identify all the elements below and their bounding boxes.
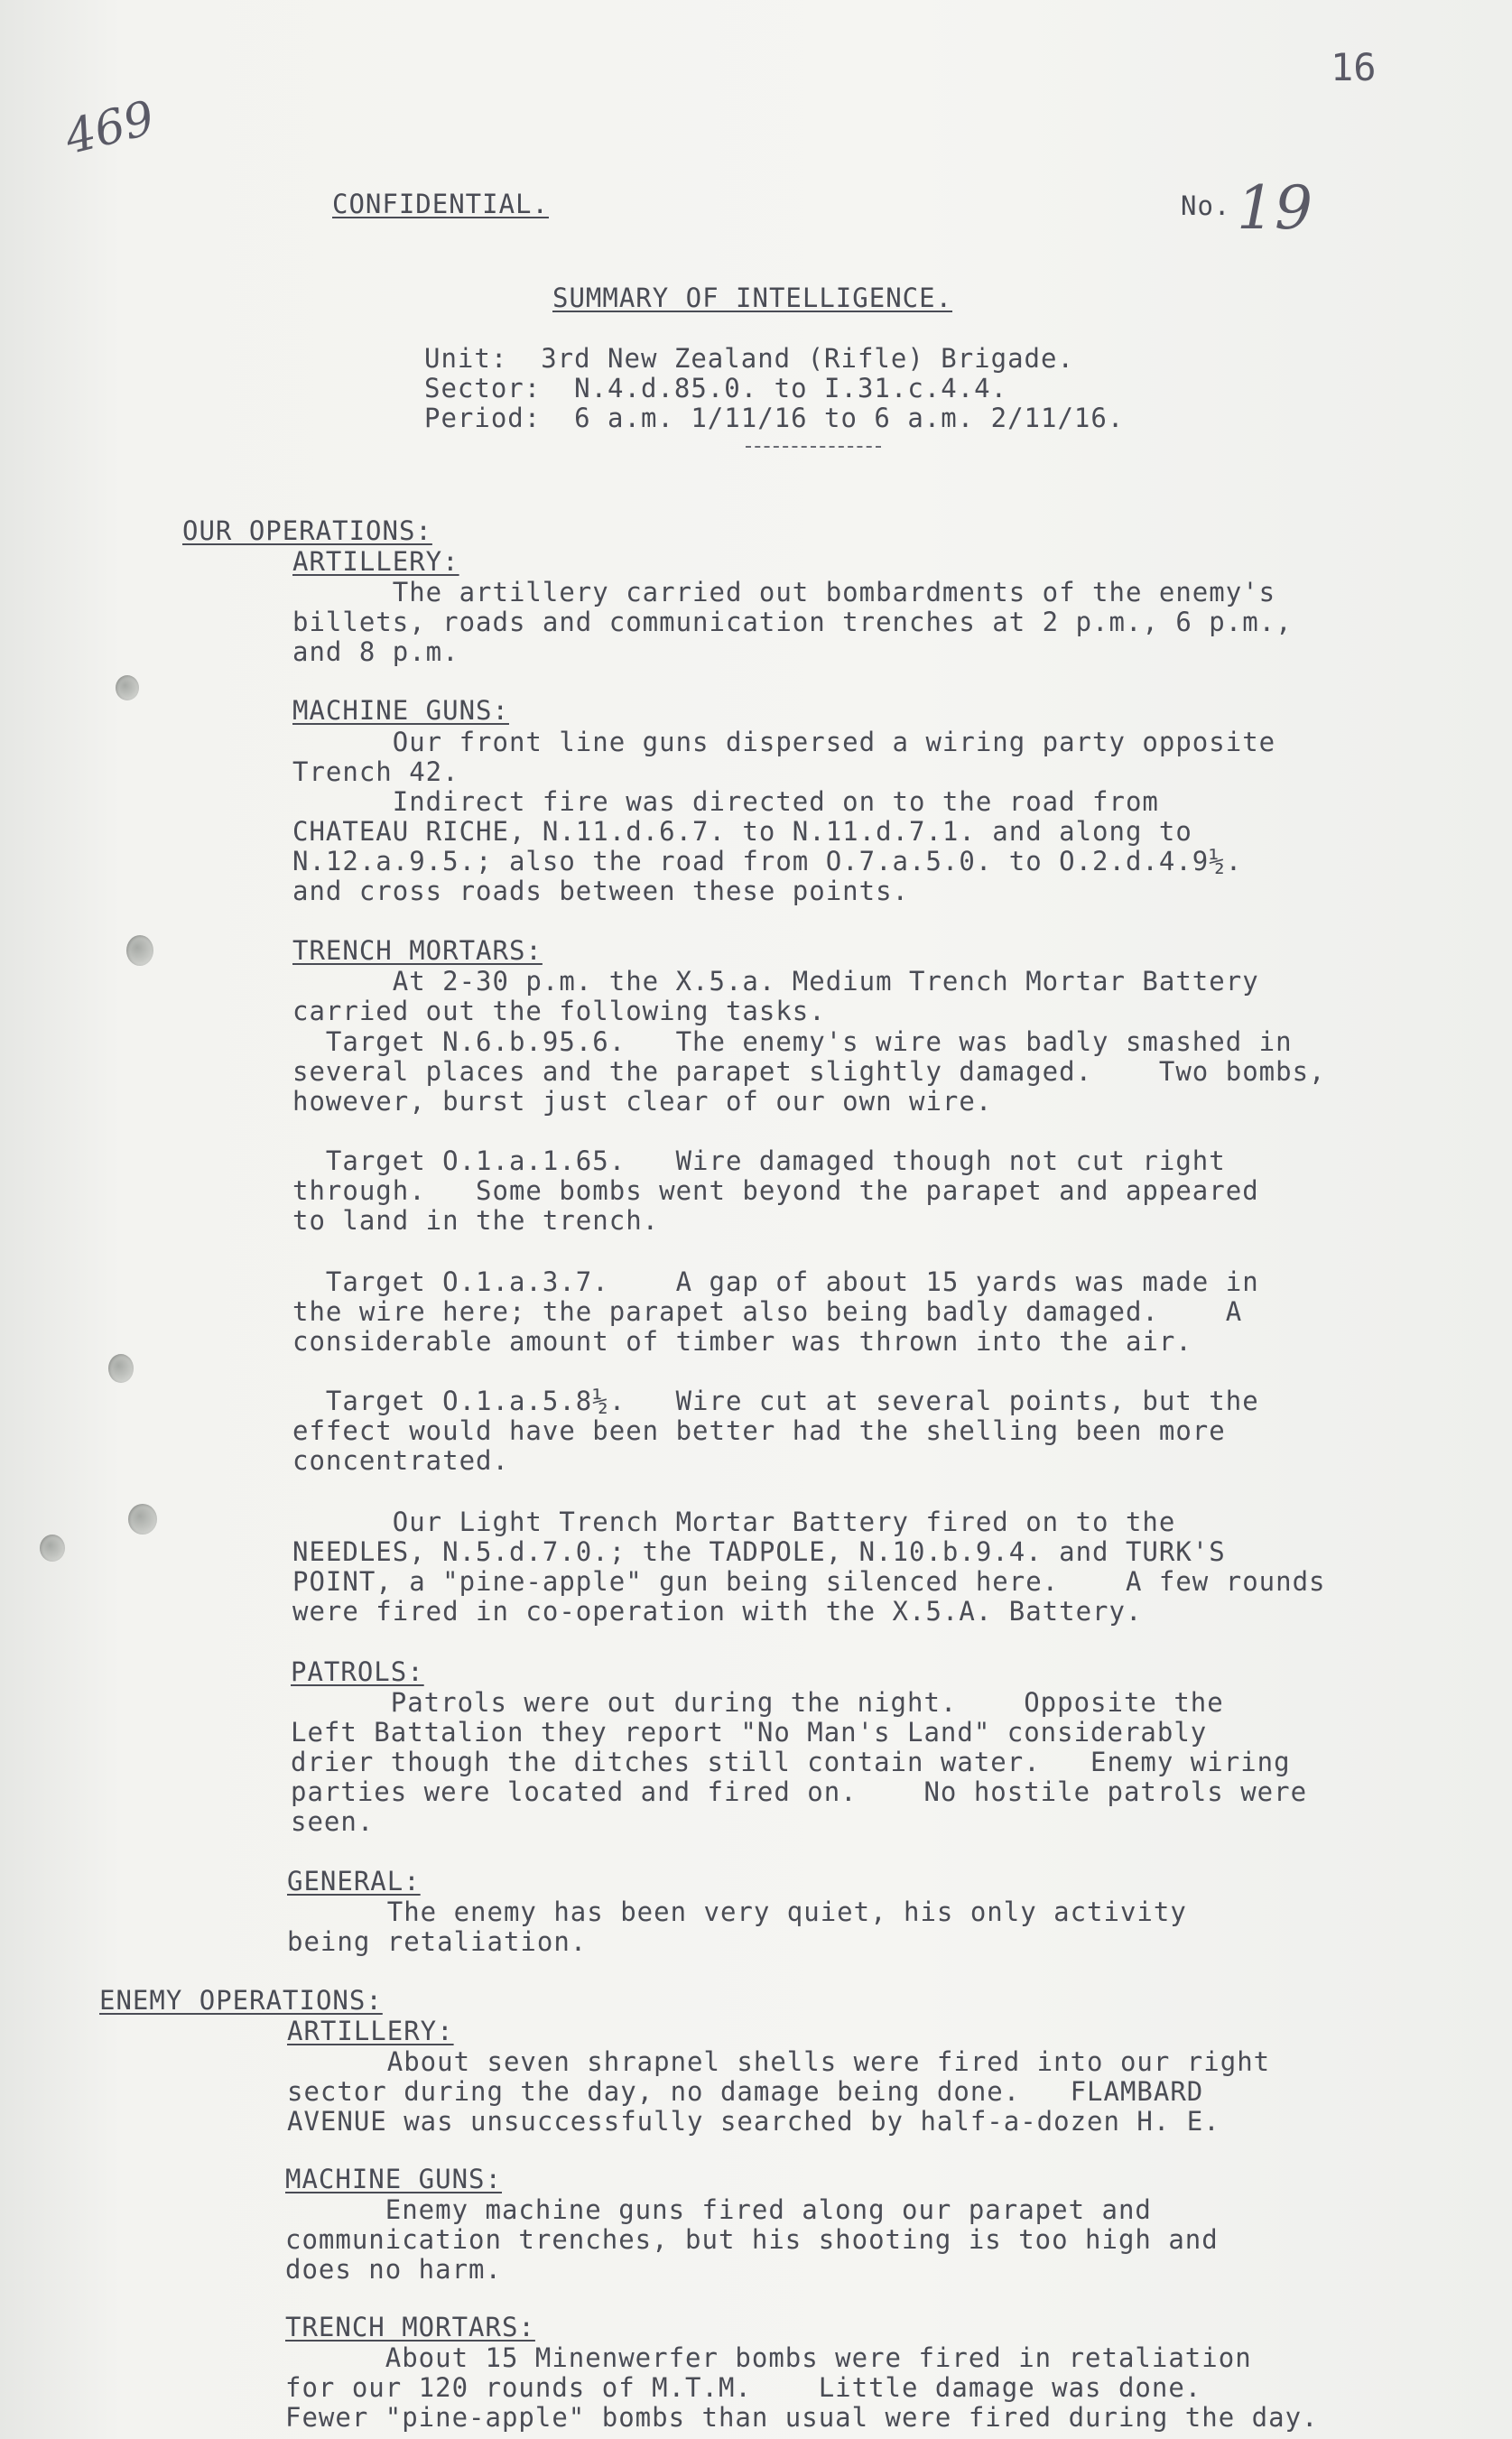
text-line: Target N.6.b.95.6. The enemy's wire was badly smashed in <box>292 1026 1293 1057</box>
text-line: Left Battalion they report "No Man's Land" considerably <box>291 1717 1208 1748</box>
text-line: through. Some bombs went beyond the parapet and appeared <box>292 1175 1259 1206</box>
folio-number-left: 469 <box>60 90 161 166</box>
text-line: effect would have been better had the shelling been more <box>292 1415 1226 1446</box>
enemy-trench-mortars-heading: TRENCH MORTARS: <box>285 2312 535 2342</box>
enemy-artillery-text <box>287 2047 1270 2137</box>
text-line: parties were located and fired on. No hostile patrols were <box>291 1776 1308 1807</box>
text-line: sector during the day, no damage being done. FLAMBARD <box>287 2076 1204 2107</box>
text-line: Indirect fire was directed on to the road from <box>292 786 1159 817</box>
general-heading: GENERAL: <box>287 1866 421 1896</box>
text-line: Patrols were out during the night. Opposite the <box>291 1687 1224 1718</box>
trench-mortars-intro <box>292 967 1259 1026</box>
punch-hole <box>40 1535 65 1562</box>
target-paragraph <box>292 1267 1259 1357</box>
enemy-machine-guns-text <box>285 2195 1219 2285</box>
enemy-trench-mortars-text <box>285 2343 1319 2433</box>
text-line: AVENUE was unsuccessfully searched by half-a-dozen H. E. <box>287 2106 1220 2137</box>
text-line: NEEDLES, N.5.d.7.0.; the TADPOLE, N.10.b.9.4. and TURK'S <box>292 1536 1226 1567</box>
text-line: POINT, a "pine-apple" gun being silenced here. A few rounds <box>292 1566 1326 1597</box>
text-line: and 8 p.m. <box>292 636 459 667</box>
text-line: N.12.a.9.5.; also the road from O.7.a.5.0. to O.2.d.4.9½. <box>292 846 1243 876</box>
text-line: Target O.1.a.3.7. A gap of about 15 yards was made in <box>292 1266 1259 1297</box>
sector-line: Sector: N.4.d.85.0. to I.31.c.4.4. <box>424 373 1008 403</box>
our-machine-guns-heading: MACHINE GUNS: <box>292 695 509 726</box>
text-line: does no harm. <box>285 2254 502 2285</box>
enemy-artillery-heading: ARTILLERY: <box>287 2016 454 2046</box>
target-paragraph <box>292 1027 1326 1117</box>
text-line: Trench 42. <box>292 756 459 787</box>
unit-line: Unit: 3rd New Zealand (Rifle) Brigade. <box>424 343 1074 374</box>
punch-hole <box>126 935 153 966</box>
text-line: concentrated. <box>292 1445 509 1476</box>
text-line: At 2-30 p.m. the X.5.a. Medium Trench Mortar Battery <box>292 966 1259 997</box>
header-rule <box>746 446 881 448</box>
our-machine-guns-text <box>292 728 1275 906</box>
light-battery-paragraph <box>292 1507 1326 1627</box>
text-line: About 15 Minenwerfer bombs were fired in retaliation <box>285 2342 1252 2373</box>
general-text <box>287 1897 1187 1957</box>
patrols-heading: PATROLS: <box>291 1656 424 1687</box>
text-line: Target O.1.a.1.65. Wire damaged though not cut right <box>292 1145 1226 1176</box>
text-line: CHATEAU RICHE, N.11.d.6.7. to N.11.d.7.1. and along to <box>292 816 1192 847</box>
text-line: About seven shrapnel shells were fired into our right <box>287 2046 1271 2077</box>
punch-hole <box>116 675 139 700</box>
text-line: The enemy has been very quiet, his only activity <box>287 1896 1187 1927</box>
folio-number-right: 16 <box>1331 45 1377 89</box>
text-line: Enemy machine guns fired along our parapet and <box>285 2194 1152 2225</box>
text-line: The artillery carried out bombardments of the enemy's <box>292 577 1276 607</box>
text-line: being retaliation. <box>287 1926 588 1957</box>
document-title: SUMMARY OF INTELLIGENCE. <box>552 283 953 313</box>
text-line: and cross roads between these points. <box>292 876 910 906</box>
enemy-operations-heading: ENEMY OPERATIONS: <box>99 1985 383 2016</box>
punch-hole <box>128 1504 157 1535</box>
text-line: carried out the following tasks. <box>292 996 826 1026</box>
our-artillery-heading: ARTILLERY: <box>292 546 459 577</box>
text-line: were fired in co-operation with the X.5.A. Battery. <box>292 1596 1143 1627</box>
text-line: billets, roads and communication trenches at 2 p.m., 6 p.m., <box>292 607 1293 637</box>
document-number: 19 <box>1237 173 1313 243</box>
text-line: drier though the ditches still contain water. Enemy wiring <box>291 1747 1291 1777</box>
text-line: Our front line guns dispersed a wiring party opposite <box>292 727 1276 757</box>
target-paragraph <box>292 1146 1259 1236</box>
enemy-machine-guns-heading: MACHINE GUNS: <box>285 2164 502 2194</box>
text-line: several places and the parapet slightly damaged. Two bombs, <box>292 1056 1326 1087</box>
text-line: for our 120 rounds of M.T.M. Little damage was done. <box>285 2372 1202 2403</box>
our-trench-mortars-heading: TRENCH MORTARS: <box>292 935 543 966</box>
text-line: Our Light Trench Mortar Battery fired on to the <box>292 1507 1176 1537</box>
target-paragraph <box>292 1386 1259 1476</box>
text-line: communication trenches, but his shooting is too high and <box>285 2224 1219 2255</box>
punch-hole <box>108 1354 134 1383</box>
text-line: Target O.1.a.5.8½. Wire cut at several points, but the <box>292 1386 1259 1416</box>
text-line: seen. <box>291 1806 375 1837</box>
our-artillery-text <box>292 578 1293 667</box>
text-line: the wire here; the parapet also being badly damaged. A <box>292 1296 1243 1327</box>
number-label: No. <box>1181 190 1231 221</box>
classification-label: CONFIDENTIAL. <box>332 189 549 219</box>
period-line: Period: 6 a.m. 1/11/16 to 6 a.m. 2/11/16. <box>424 403 1125 433</box>
text-line: considerable amount of timber was thrown into the air. <box>292 1326 1192 1357</box>
our-operations-heading: OUR OPERATIONS: <box>182 515 432 546</box>
patrols-text <box>291 1688 1307 1837</box>
text-line: Fewer "pine-apple" bombs than usual were fired during the day. <box>285 2402 1319 2433</box>
text-line: to land in the trench. <box>292 1205 660 1236</box>
text-line: however, burst just clear of our own wire. <box>292 1086 993 1117</box>
